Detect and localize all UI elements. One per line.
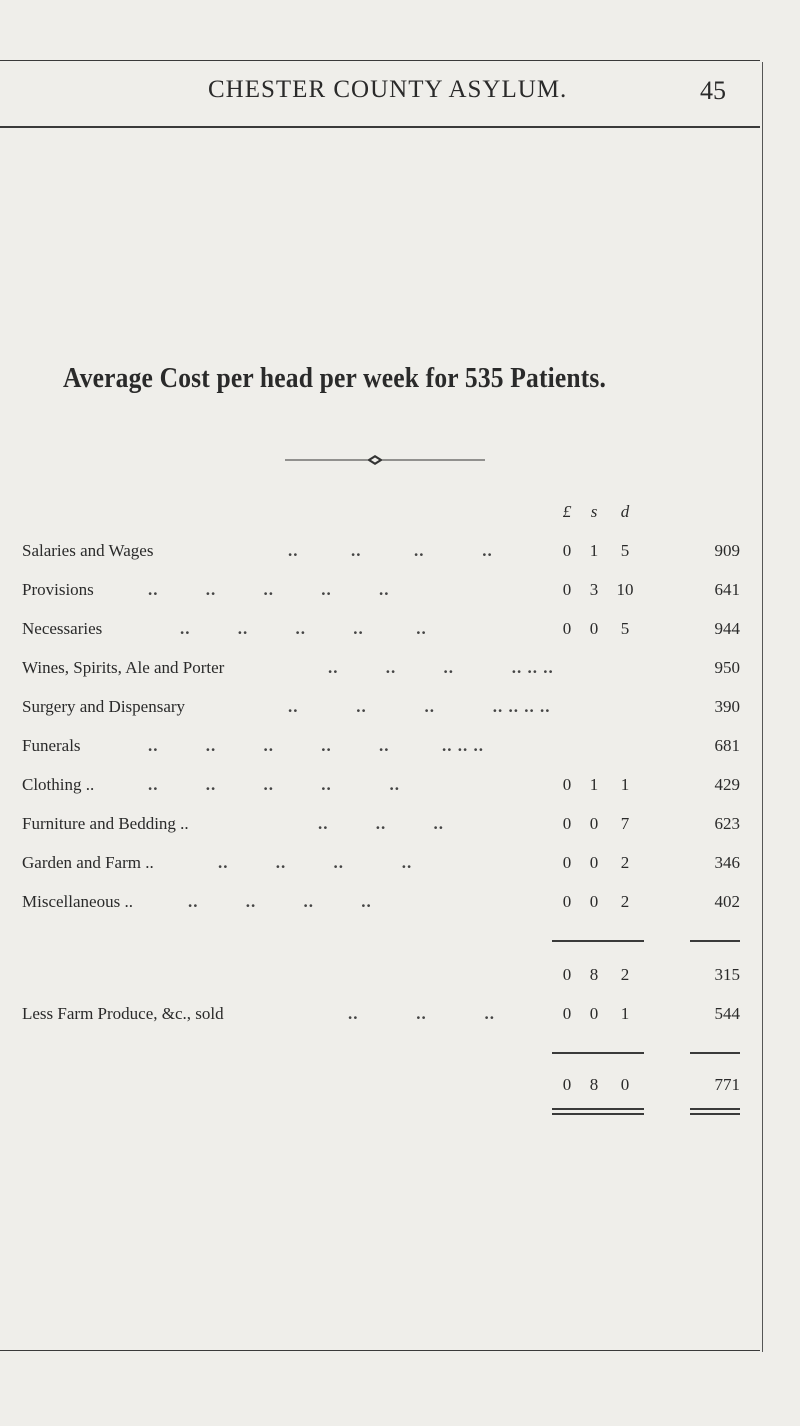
row-label: Miscellaneous .. (22, 892, 133, 911)
total-shillings: 8 (589, 1075, 599, 1094)
pounds-cell: 0 (562, 580, 572, 599)
table-row (0, 736, 800, 762)
ornament-divider-icon (285, 454, 485, 466)
shillings-cell: 0 (589, 814, 599, 833)
row-label: Funerals (22, 736, 81, 755)
dot-leaders: .. .. .. .. (288, 541, 493, 560)
dot-leaders: .. .. .. .. .. .. (328, 658, 554, 677)
fraction-cell: 402 (714, 892, 740, 911)
fraction-cell: 681 (714, 736, 740, 755)
deduction-label: Less Farm Produce, &c., sold (22, 1004, 224, 1023)
final-rule-fraction-1 (690, 1108, 740, 1110)
table-row (0, 658, 800, 684)
total-row (0, 1075, 800, 1101)
shillings-cell: 1 (589, 541, 599, 560)
pence-header: d (620, 502, 630, 521)
dot-leaders: .. .. .. .. .. (148, 775, 400, 794)
table-row (0, 697, 800, 723)
total-fraction: 771 (714, 1075, 740, 1094)
fraction-cell: 944 (714, 619, 740, 638)
row-label: Surgery and Dispensary (22, 697, 186, 716)
pence-cell: 10 (616, 580, 634, 599)
dot-leaders: .. .. .. (348, 1004, 495, 1023)
row-label: Necessaries (22, 619, 103, 638)
running-head-title: CHESTER COUNTY ASYLUM. (208, 76, 568, 103)
bottom-border-rule (0, 1350, 760, 1351)
shillings-cell: 0 (589, 853, 599, 872)
pounds-cell: 0 (562, 619, 572, 638)
deduction-fraction: 544 (714, 1004, 740, 1023)
subtotal-pence: 2 (620, 965, 630, 984)
dot-leaders: .. .. .. .. .. .. .. .. (148, 736, 484, 755)
header-rule (0, 126, 760, 128)
dot-leaders: .. .. .. (318, 814, 444, 833)
subtotal-fraction: 315 (714, 965, 740, 984)
table-row (0, 619, 800, 645)
page-number: 45 (700, 76, 726, 105)
row-label: Wines, Spirits, Ale and Porter (22, 658, 225, 677)
pounds-cell: 0 (562, 892, 572, 911)
fraction-cell: 950 (714, 658, 740, 677)
fraction-cell: 346 (714, 853, 740, 872)
column-header-row (0, 502, 800, 528)
pence-cell: 1 (620, 775, 630, 794)
pounds-cell: 0 (562, 775, 572, 794)
subtotal-shillings: 8 (589, 965, 599, 984)
running-head (0, 76, 760, 110)
shillings-cell: 1 (589, 775, 599, 794)
pounds-header: £ (562, 502, 572, 521)
table-title: Average Cost per head per week for 535 Patients. (63, 362, 607, 394)
dot-leaders: .. .. .. .. .. .. .. (288, 697, 551, 716)
pence-cell: 5 (620, 541, 630, 560)
pence-cell: 7 (620, 814, 630, 833)
pence-cell: 2 (620, 892, 630, 911)
subtotal-rule-lsd (552, 940, 644, 942)
deduction-pounds: 0 (562, 1004, 572, 1023)
table-row (0, 853, 800, 879)
fraction-cell: 909 (714, 541, 740, 560)
row-label: Salaries and Wages (22, 541, 154, 560)
final-rule-lsd-2 (552, 1113, 644, 1115)
subtotal-rule-fraction (690, 940, 740, 942)
total-rule-lsd (552, 1052, 644, 1054)
table-row (0, 892, 800, 918)
pounds-cell: 0 (562, 541, 572, 560)
fraction-cell: 623 (714, 814, 740, 833)
pence-cell: 2 (620, 853, 630, 872)
top-border-rule (0, 60, 760, 61)
dot-leaders: .. .. .. .. (188, 892, 372, 911)
final-rule-fraction-2 (690, 1113, 740, 1115)
shillings-cell: 0 (589, 619, 599, 638)
total-rule-fraction (690, 1052, 740, 1054)
table-row (0, 775, 800, 801)
fraction-cell: 429 (714, 775, 740, 794)
deduction-shillings: 0 (589, 1004, 599, 1023)
table-row (0, 541, 800, 567)
fraction-cell: 390 (714, 697, 740, 716)
total-pounds: 0 (562, 1075, 572, 1094)
pence-cell: 5 (620, 619, 630, 638)
deduction-row (0, 1004, 800, 1030)
final-rule-lsd-1 (552, 1108, 644, 1110)
pounds-cell: 0 (562, 814, 572, 833)
dot-leaders: .. .. .. .. .. (180, 619, 427, 638)
dot-leaders: .. .. .. .. (218, 853, 413, 872)
row-label: Furniture and Bedding .. (22, 814, 189, 833)
row-label: Provisions (22, 580, 94, 599)
total-pence: 0 (620, 1075, 630, 1094)
table-row (0, 814, 800, 840)
shillings-header: s (590, 502, 598, 521)
shillings-cell: 0 (589, 892, 599, 911)
deduction-pence: 1 (620, 1004, 630, 1023)
table-row (0, 580, 800, 606)
subtotal-pounds: 0 (562, 965, 572, 984)
shillings-cell: 3 (589, 580, 599, 599)
row-label: Clothing .. (22, 775, 95, 794)
pounds-cell: 0 (562, 853, 572, 872)
dot-leaders: .. .. .. .. .. (148, 580, 390, 599)
subtotal-row (0, 965, 800, 991)
row-label: Garden and Farm .. (22, 853, 154, 872)
fraction-cell: 641 (714, 580, 740, 599)
